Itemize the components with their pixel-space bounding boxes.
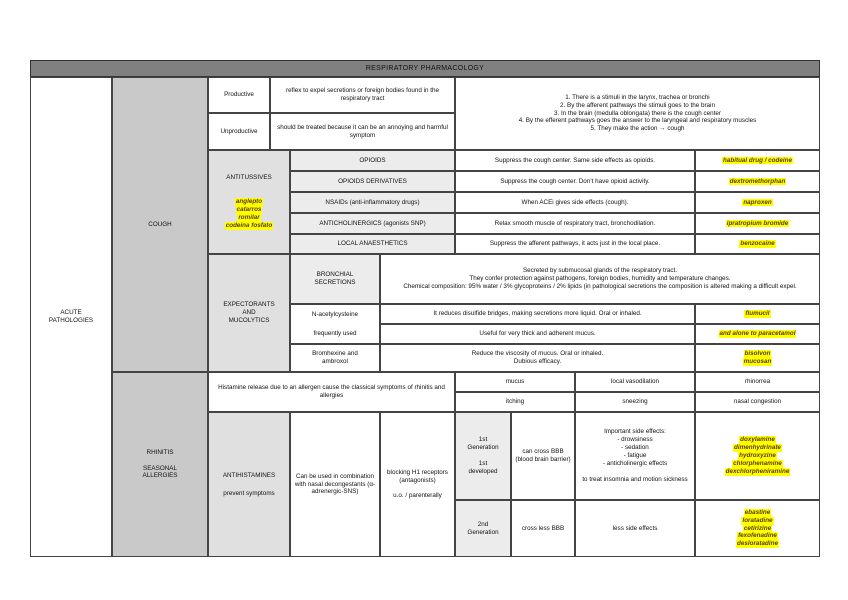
- drug-local-anaesthetics: [695, 234, 820, 254]
- drug-name: fexofenadine: [738, 532, 777, 540]
- second-generation-label: 2nd Generation: [455, 500, 511, 557]
- cough-reflex-steps: 1. There is a stimuli in the larynx, trachea or bronchi 2. By the afferent pathways the stimuli goes to the brain 3. In the brain (medulla oblongata) there is the cough center 4. By the efferent pathways goes the answer to the laryngeal and respiratory muscles 5. They make the action → cough: [455, 77, 820, 150]
- nacetylcysteine-label: N-acetylcysteine: [290, 304, 380, 324]
- histamine-text: Histamine release due to an allergen cause the classical symptoms of rhinitis and allergies: [208, 372, 455, 412]
- first-generation-drugs: [695, 412, 820, 500]
- drug-name: habitual drug / codeine: [723, 156, 792, 164]
- drug-anticholinergics: [695, 213, 820, 234]
- frequently-used-desc: Useful for very thick and adherent mucus.: [380, 324, 695, 344]
- unproductive-text: should be treated because it can be an annoying and harmful symptom: [270, 113, 455, 150]
- drug-name: doxylamine: [740, 436, 775, 444]
- symptom-itching: itching: [455, 392, 575, 412]
- drug-name: benzocaine: [740, 240, 775, 248]
- cough-cell: COUGH: [112, 77, 208, 372]
- drug-name: loratadine: [742, 516, 773, 524]
- drug-name: dexchlorpheniramine: [725, 467, 790, 475]
- bronchial-secretions-desc: Secreted by submucosal glands of the respiratory tract. They confer protection against pathogens, foreign bodies, humidity and temperature changes. Chemical composition: 95% water / 3% glycoproteins / 2% lipids (in pathological secretions the composition is altered making a difficult expel.: [380, 254, 820, 304]
- antihist-combination: Can be used in combination with nasal decongestants (α-adrenergic-SNS): [290, 412, 380, 557]
- drug-name: ipratropium bromide: [726, 219, 789, 227]
- drug-name: ebastine: [744, 508, 771, 516]
- first-generation-effects: Important side effects: - drowsiness - sedation - fatigue - anticholinergic effects to treat insomnia and motion sickness: [575, 412, 695, 500]
- table-title: RESPIRATORY PHARMACOLOGY: [30, 60, 820, 77]
- antihistamines-label: ANTIHISTAMINES: [222, 471, 276, 479]
- bromhexine-label: Bromhexine and ambroxol: [290, 344, 380, 372]
- antihist-blocking: blocking H1 receptors (antagonists) u.o. / parenterally: [380, 412, 455, 557]
- class-opioids: OPIOIDS: [290, 150, 455, 171]
- drug-opioid-derivatives: [695, 171, 820, 192]
- productive-text: reflex to expel secretions or foreign bodies found in the respiratory tract: [270, 77, 455, 113]
- drug-name: desloratadine: [737, 540, 778, 548]
- brand-name: catarros: [236, 206, 262, 214]
- antihistamines-sub: prevent symptoms: [223, 489, 275, 497]
- class-local-anaesthetics: LOCAL ANAESTHETICS: [290, 234, 455, 254]
- unproductive-label: Unproductive: [208, 113, 270, 150]
- second-generation-effects: less side effects: [575, 500, 695, 557]
- drug-name: naproxen: [743, 198, 772, 206]
- drug-name: cetirizine: [743, 524, 772, 532]
- symptom-rhinorrea: rhinorrea: [695, 372, 820, 392]
- drug-name: hydroxyzine: [739, 452, 776, 460]
- drugs-bromhexine: [695, 344, 820, 372]
- bromhexine-desc: Reduce the viscosity of mucus. Oral or inhaled. Dubious efficacy.: [380, 344, 695, 372]
- class-nsaids: NSAIDs (anti-inflammatory drugs): [290, 192, 455, 213]
- drug-name: flumucil: [745, 310, 770, 318]
- drug-name: bisolvon: [744, 350, 771, 358]
- desc-opioids: Suppress the cough center. Same side effects as opioids.: [455, 150, 695, 171]
- symptom-mucus: mucus: [455, 372, 575, 392]
- symptom-vasodilation: local vasodilation: [575, 372, 695, 392]
- brand-name: codeina fosfato: [225, 221, 273, 229]
- drug-opioids: [695, 150, 820, 171]
- frequently-used-label: frequently used: [290, 324, 380, 344]
- drug-name: chlorphenamine: [733, 459, 782, 467]
- antihistamines-cell: [208, 412, 290, 557]
- expectorants-cell: EXPECTORANTS AND MUCOLYTICS: [208, 254, 290, 372]
- desc-anticholinergics: Relax smooth muscle of respiratory tract, bronchodilation.: [455, 213, 695, 234]
- drug-name: dextromethorphan: [729, 177, 786, 185]
- brand-name: romilar: [238, 213, 260, 221]
- class-opioid-derivatives: OPIOIDS DERIVATIVES: [290, 171, 455, 192]
- rhinitis-cell: RHINITIS SEASONAL ALLERGIES: [112, 372, 208, 557]
- productive-label: Productive: [208, 77, 270, 113]
- desc-nsaids: When ACEi gives side effects (cough).: [455, 192, 695, 213]
- first-generation-label: 1st Generation 1st developed: [455, 412, 511, 500]
- bronchial-secretions-label: BRONCHIAL SECRETIONS: [290, 254, 380, 304]
- antitussives-cell: [208, 150, 290, 254]
- class-anticholinergics: ANTICHOLINERGICS (agonists SNP): [290, 213, 455, 234]
- drug-name: and alone to paracetamol: [719, 330, 796, 338]
- brand-name: anglepto: [235, 198, 263, 206]
- desc-opioid-derivatives: Suppress the cough center. Don’t have opioid activity.: [455, 171, 695, 192]
- symptom-nasal-congestion: nasal congestion: [695, 392, 820, 412]
- symptom-sneezing: sneezing: [575, 392, 695, 412]
- drug-flumucil: [695, 304, 820, 324]
- drug-paracetamol: [695, 324, 820, 344]
- first-generation-bbb: can cross BBB (blood brain barrier): [511, 412, 575, 500]
- drug-name: dimenhydrinate: [734, 444, 781, 452]
- nacetylcysteine-desc: It reduces disulfide bridges, making secretions more liquid. Oral or inhaled.: [380, 304, 695, 324]
- desc-local-anaesthetics: Suppress the afferent pathways, it acts just in the local place.: [455, 234, 695, 254]
- second-generation-bbb: cross less BBB: [511, 500, 575, 557]
- acute-pathologies-cell: ACUTE PATHOLOGIES: [30, 77, 112, 557]
- drug-nsaids: [695, 192, 820, 213]
- drug-name: mucosan: [743, 358, 772, 365]
- second-generation-drugs: [695, 500, 820, 557]
- antitussives-label: ANTITUSSIVES: [226, 174, 272, 182]
